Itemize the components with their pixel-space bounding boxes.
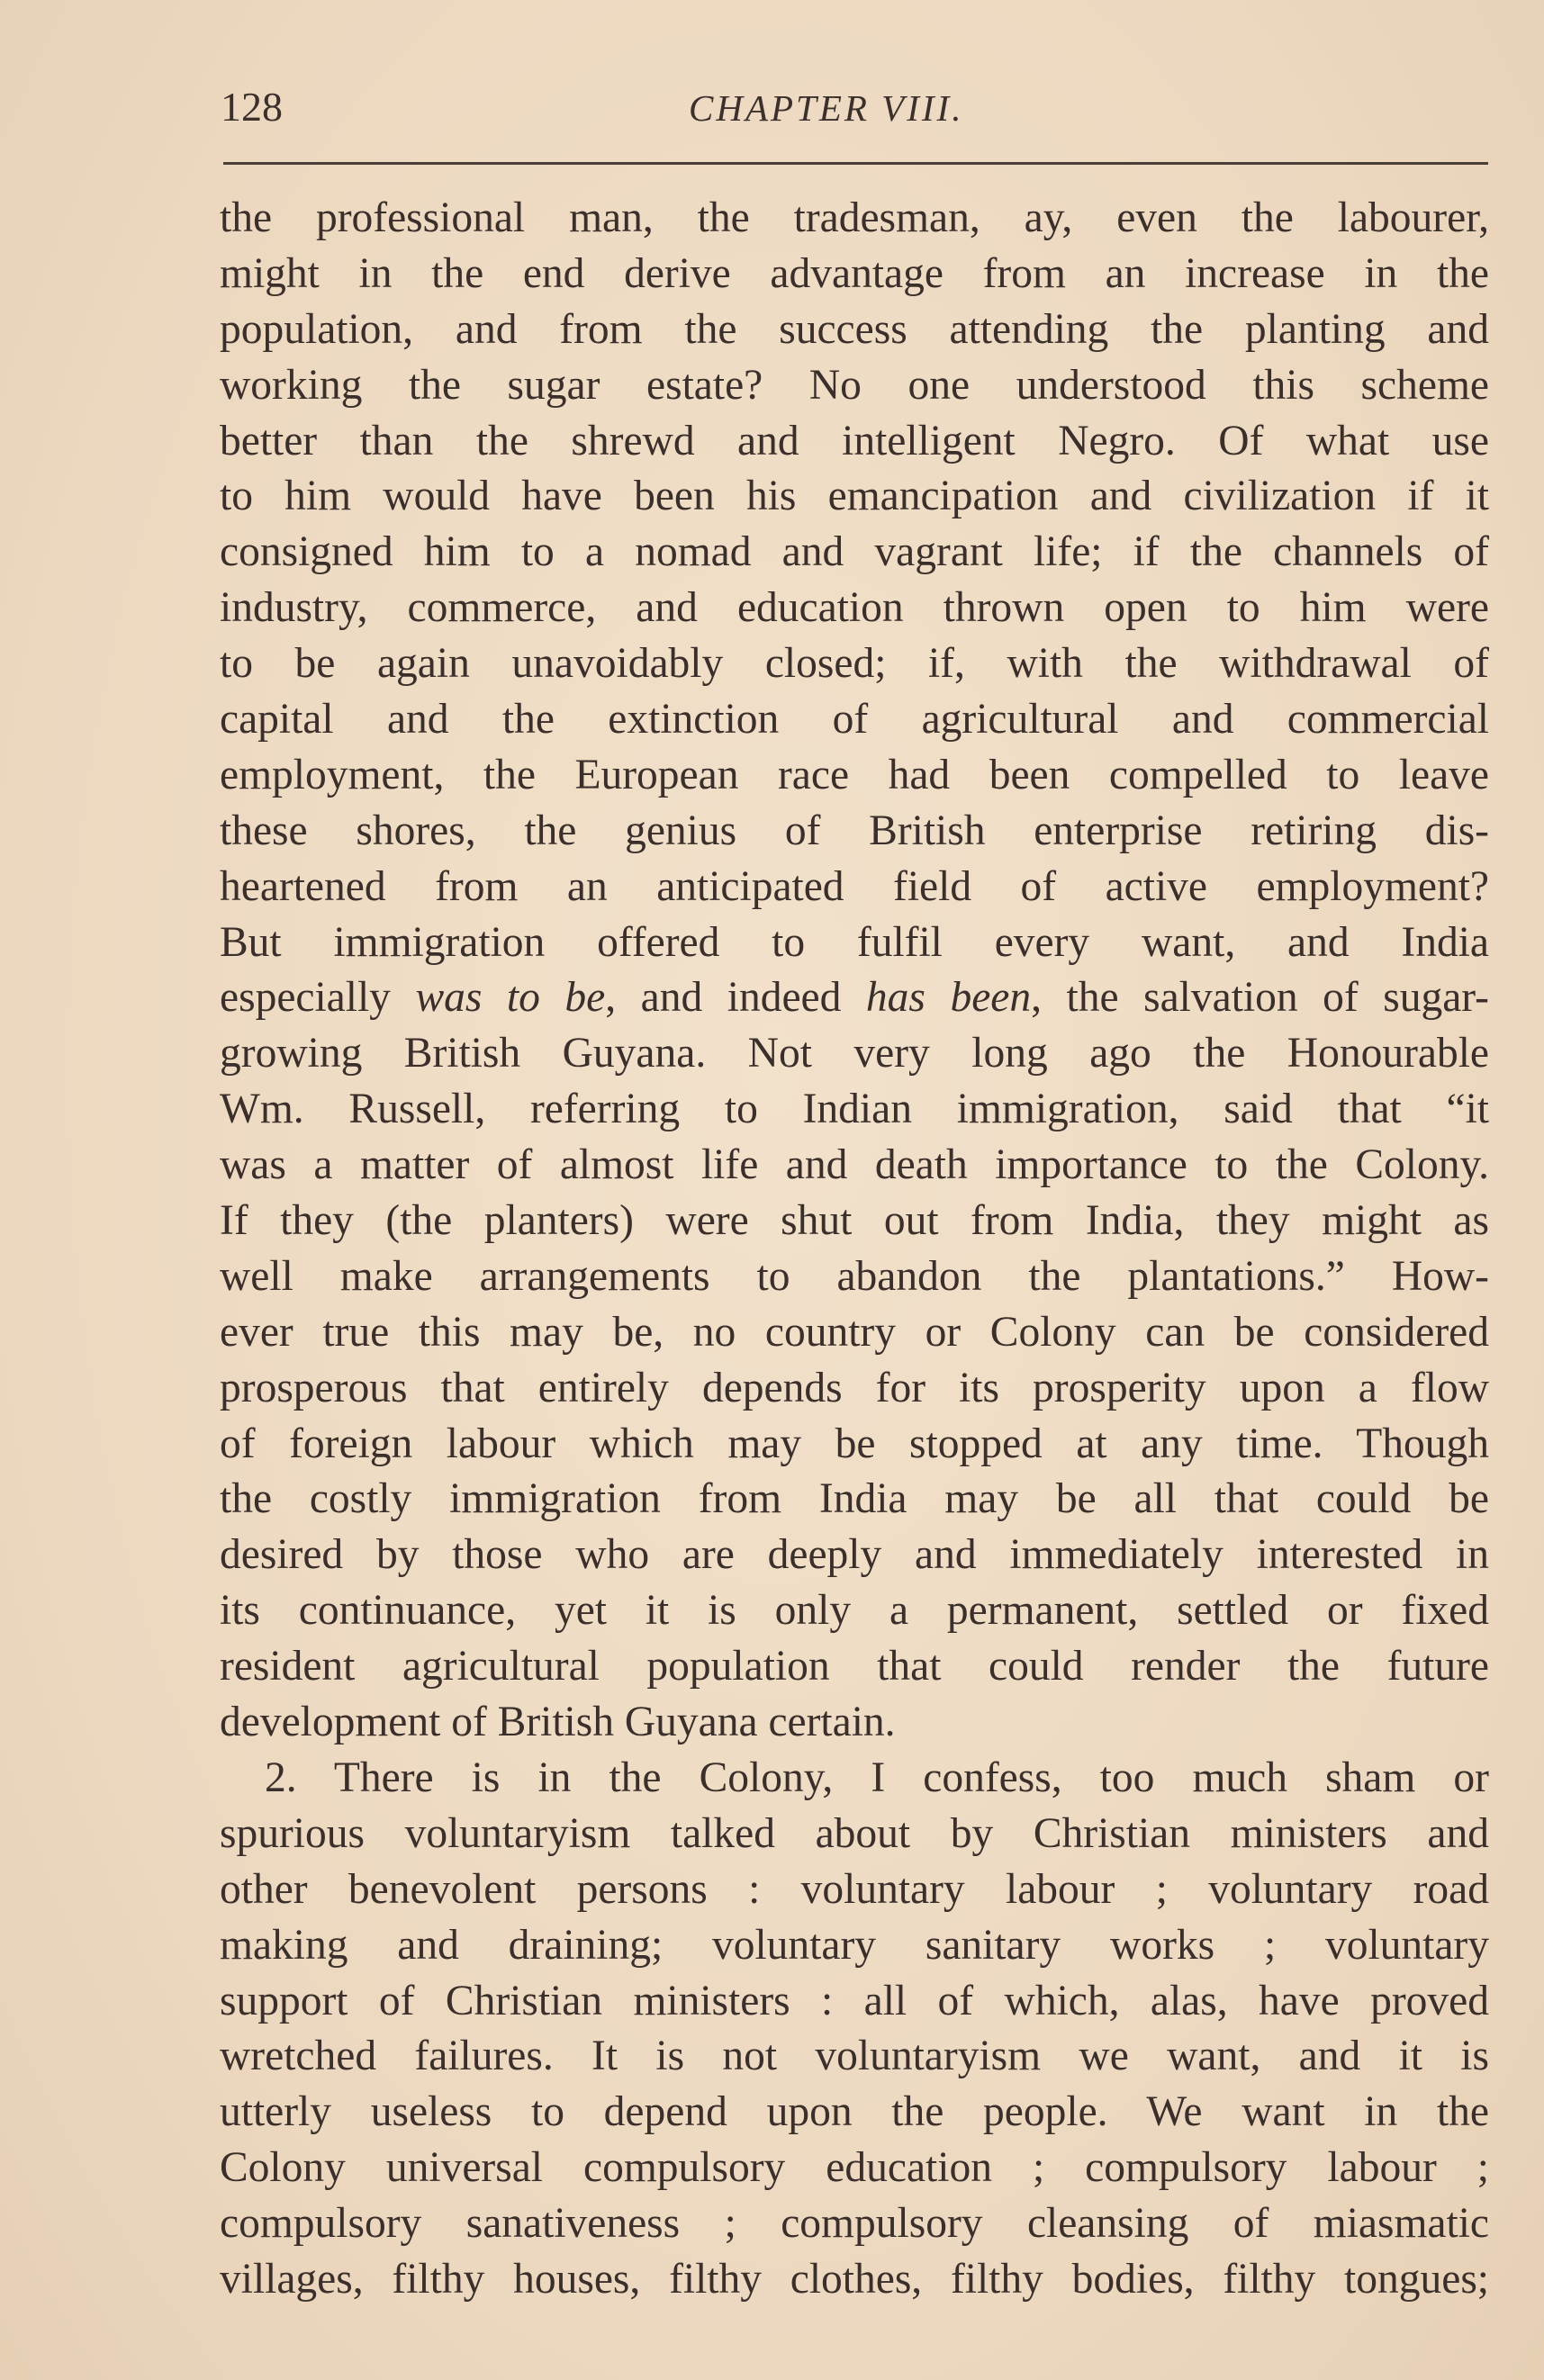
- text-line: working the sugar estate? No one understood this scheme: [220, 361, 1489, 409]
- text-line: prosperous that entirely depends for its prosperity upon a flow: [220, 1364, 1489, 1411]
- header-rule: [223, 162, 1488, 165]
- text-line: villages, filthy houses, filthy clothes, filthy bodies, filthy tongues;: [220, 2255, 1489, 2303]
- text-segment: especially: [220, 974, 416, 1022]
- text-line: better than the shrewd and intelligent Negro. Of what use: [220, 417, 1489, 464]
- text-line: compulsory sanativeness ; compulsory cleansing of miasmatic: [220, 2200, 1489, 2248]
- text-line: its continuance, yet it is only a permanent, settled or fixed: [220, 1587, 1489, 1635]
- text-line: the professional man, the tradesman, ay, even the labourer,: [220, 194, 1489, 241]
- text-line: making and draining; voluntary sanitary works ; voluntary: [220, 1921, 1489, 1969]
- italic-phrase: has been: [865, 974, 1032, 1022]
- text-line: employment, the European race had been compelled to leave: [220, 751, 1489, 798]
- text-line: development of British Guyana certain.: [220, 1699, 896, 1746]
- text-line: support of Christian ministers : all of which, alas, have proved: [220, 1977, 1489, 2024]
- text-line: consigned him to a nomad and vagrant life; if the channels of: [220, 528, 1489, 576]
- text-line: population, and from the success attending the planting and: [220, 305, 1489, 353]
- text-line: heartened from an anticipated field of active employment?: [220, 862, 1489, 910]
- text-line-italic-mix: [220, 970, 1489, 1026]
- text-line: wretched failures. It is not voluntaryism we want, and it is: [220, 2033, 1489, 2080]
- text-line: to him would have been his emancipation and civilization if it: [220, 473, 1489, 520]
- text-segment: , and indeed: [605, 974, 866, 1022]
- running-head: CHAPTER VIII.: [689, 87, 964, 129]
- text-line: the costly immigration from India may be all that could be: [220, 1475, 1489, 1523]
- text-segment: , the salvation of sugar-: [1031, 974, 1489, 1022]
- page-number: 128: [221, 84, 283, 130]
- text-line: might in the end derive advantage from an increase in the: [220, 249, 1489, 297]
- text-line: But immigration offered to fulfil every want, and India: [220, 918, 1489, 966]
- italic-phrase: was to be: [415, 974, 606, 1022]
- text-line: desired by those who are deeply and immediately interested in: [220, 1531, 1489, 1579]
- text-line: 2. There is in the Colony, I confess, too much sham or: [265, 1753, 1489, 1801]
- text-line: industry, commerce, and education thrown open to him were: [220, 584, 1489, 632]
- text-line: If they (the planters) were shut out from India, they might as: [220, 1197, 1489, 1245]
- text-line: was a matter of almost life and death importance to the Colony.: [220, 1141, 1489, 1189]
- text-line: capital and the extinction of agricultural and commercial: [220, 696, 1489, 744]
- text-line: well make arrangements to abandon the plantations.” How-: [220, 1252, 1489, 1300]
- text-line: other benevolent persons : voluntary labour ; voluntary road: [220, 1865, 1489, 1913]
- text-line: utterly useless to depend upon the people. We want in the: [220, 2088, 1489, 2136]
- text-line: Colony universal compulsory education ; compulsory labour ;: [220, 2144, 1489, 2192]
- text-line: ever true this may be, no country or Colony can be considered: [220, 1308, 1489, 1356]
- text-line: spurious voluntaryism talked about by Christian ministers and: [220, 1809, 1489, 1857]
- text-line: Wm. Russell, referring to Indian immigration, said that “it: [220, 1086, 1489, 1133]
- text-line: growing British Guyana. Not very long ago the Honourable: [220, 1030, 1489, 1077]
- page-header: [221, 83, 1490, 146]
- text-line: of foreign labour which may be stopped at any time. Though: [220, 1420, 1489, 1467]
- body-text: [220, 191, 1489, 2308]
- text-line: these shores, the genius of British enterprise retiring dis-: [220, 807, 1489, 854]
- text-line: resident agricultural population that could render the future: [220, 1643, 1489, 1690]
- text-line: to be again unavoidably closed; if, with the withdrawal of: [220, 640, 1489, 688]
